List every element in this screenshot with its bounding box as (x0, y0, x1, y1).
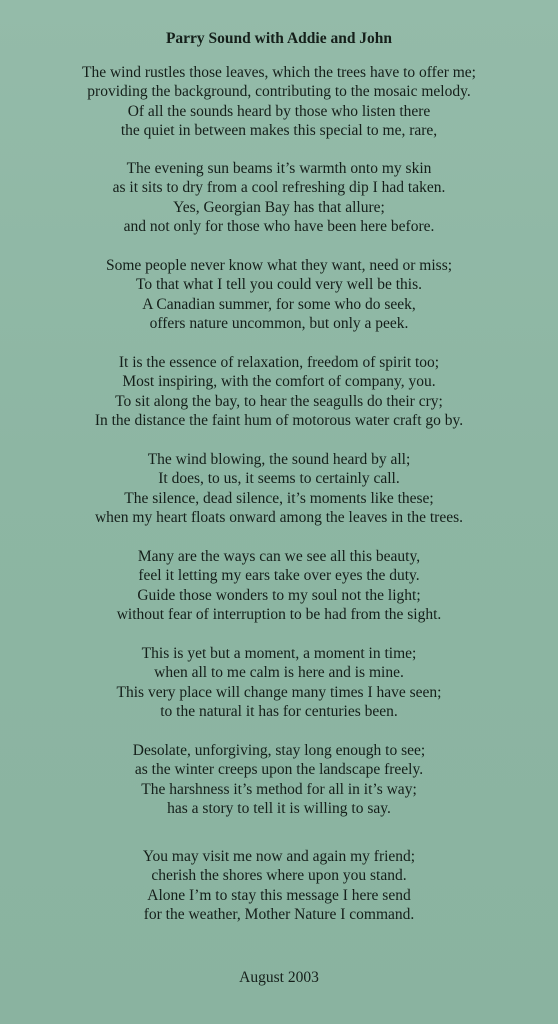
poem-line: This very place will change many times I have seen; (116, 683, 442, 701)
poem-date: August 2003 (239, 969, 319, 986)
stanza-9 (0, 847, 558, 925)
poem-line: The harshness it’s method for all in it’s way; (141, 780, 417, 798)
poem-line: Some people never know what they want, need or miss; (105, 257, 453, 274)
poem-line: as the winter creeps upon the landscape freely. (134, 761, 424, 779)
poem-line: as it sits to dry from a cool refreshing dip I had taken. (112, 179, 446, 197)
stanza-4 (0, 353, 558, 431)
poem-line: offers nature uncommon, but only a peek. (149, 315, 409, 333)
poem-line: providing the background, contributing to the mosaic melody. (87, 83, 471, 101)
poem-line: without fear of interruption to be had from the sight. (116, 606, 442, 624)
poem-line: A Canadian summer, for some who do seek, (142, 295, 416, 313)
poem-line: and not only for those who have been here before. (123, 218, 435, 236)
poem-line: Many are the ways can we see all this beauty, (137, 548, 421, 565)
poem-line: It does, to us, it seems to certainly call. (158, 470, 400, 488)
poem-line: feel it letting my ears take over eyes the duty. (138, 567, 420, 585)
poem-line: Most inspiring, with the comfort of company, you. (122, 373, 436, 391)
poem-line: for the weather, Mother Nature I command. (143, 906, 415, 924)
poem-line: the quiet in between makes this special to me, rare, (120, 122, 438, 140)
stanza-3 (0, 256, 558, 334)
stanza-8 (0, 741, 558, 819)
poem-line: The evening sun beams it’s warmth onto my skin (126, 160, 432, 177)
stanza-7 (0, 644, 558, 722)
poem-line: It is the essence of relaxation, freedom of spirit too; (118, 354, 440, 371)
poem-line: In the distance the faint hum of motorous water craft go by. (94, 412, 464, 430)
poem-line: cherish the shores where upon you stand. (151, 867, 407, 885)
poem-line: Yes, Georgian Bay has that allure; (173, 198, 385, 216)
poem-line: has a story to tell it is willing to say. (167, 800, 391, 818)
poem-line: The wind rustles those leaves, which the trees have to offer me; (82, 64, 476, 81)
poem-line: The wind blowing, the sound heard by all; (147, 451, 411, 468)
poem-line: Of all the sounds heard by those who listen there (127, 102, 431, 120)
poem-line: Desolate, unforgiving, stay long enough to see; (132, 742, 426, 759)
poem-line: To sit along the bay, to hear the seagulls do their cry; (115, 392, 443, 410)
poem-line: The silence, dead silence, it’s moments like these; (124, 489, 434, 507)
poem-line: Guide those wonders to my soul not the light; (137, 586, 421, 604)
poem-line: when all to me calm is here and is mine. (154, 664, 404, 682)
stanza-1 (0, 63, 558, 141)
stanza-2 (0, 159, 558, 237)
poem-line: to the natural it has for centuries been. (160, 703, 398, 721)
stanza-6 (0, 547, 558, 625)
poem-title: Parry Sound with Addie and John (165, 30, 393, 47)
poem-line: Alone I’m to stay this message I here send (147, 886, 411, 904)
poem-line: To that what I tell you could very well be this. (135, 276, 423, 294)
poem-line: This is yet but a moment, a moment in time; (141, 645, 417, 662)
poem-line: when my heart floats onward among the leaves in the trees. (94, 509, 463, 527)
stanza-5 (0, 450, 558, 528)
poem-line: You may visit me now and again my friend; (142, 848, 416, 865)
